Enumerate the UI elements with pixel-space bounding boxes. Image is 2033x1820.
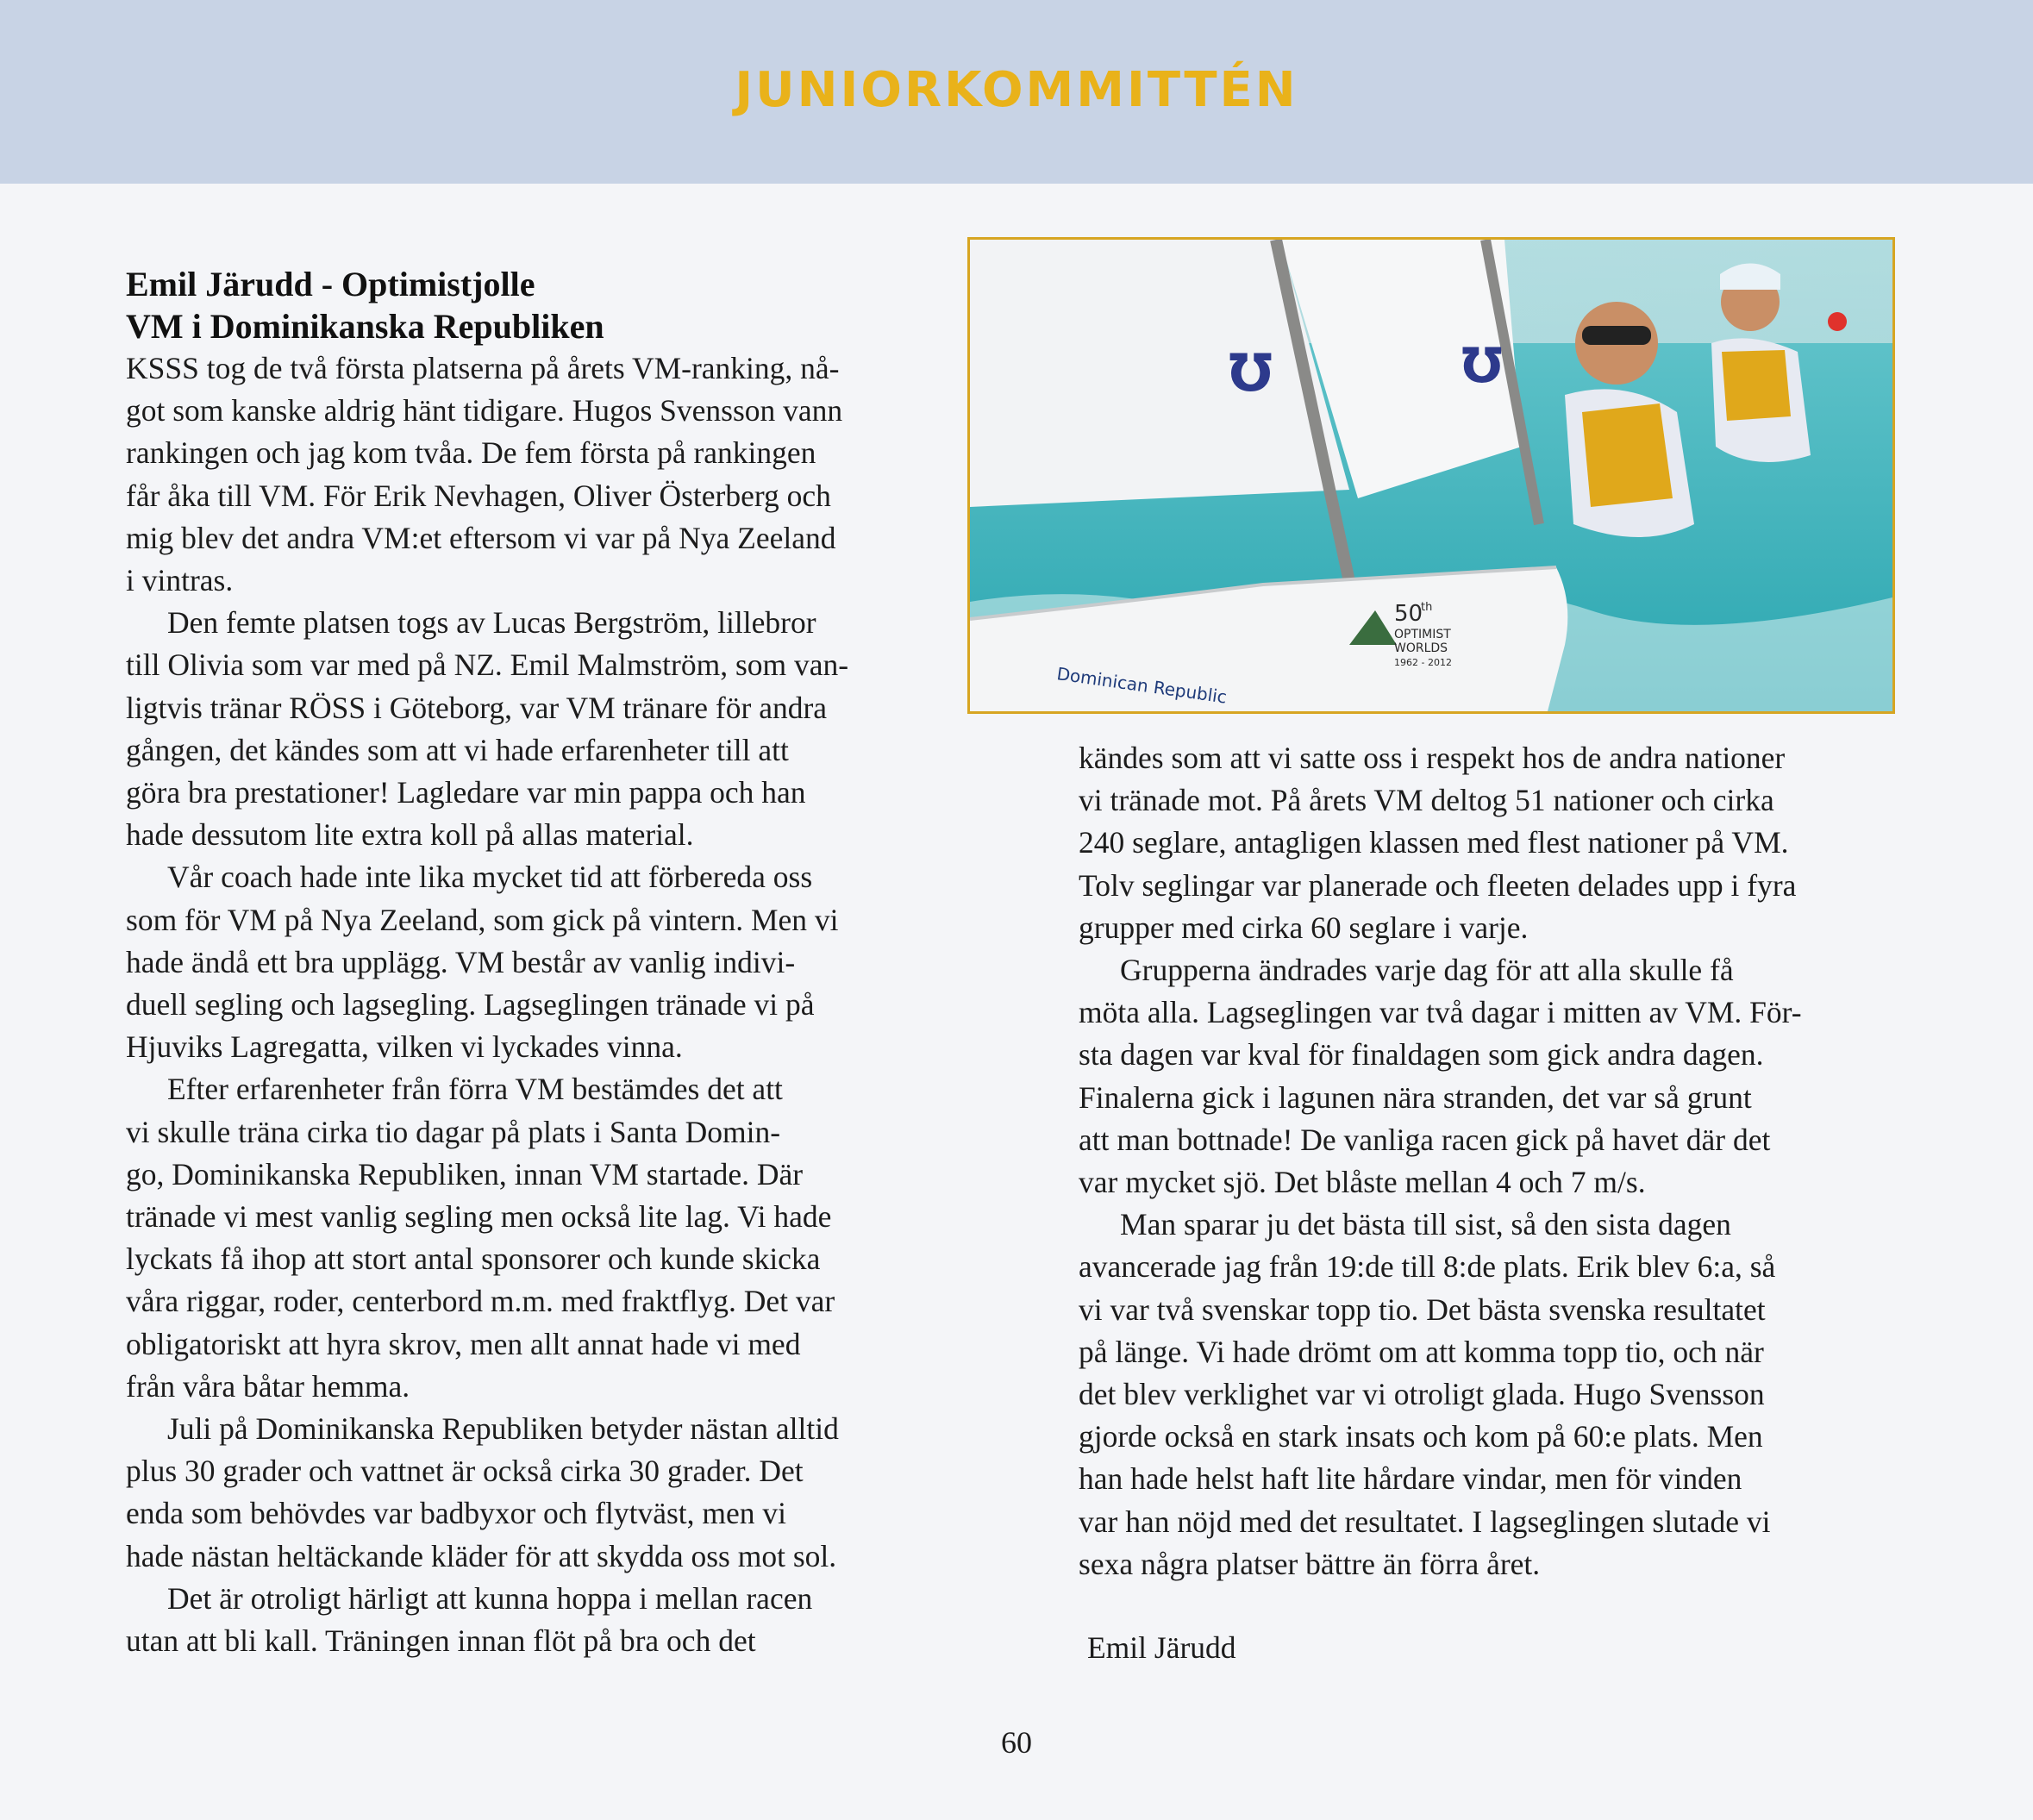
text-line: var han nöjd med det resultatet. I lagseglingen slutade vi: [1079, 1504, 1771, 1539]
text-line: Hjuviks Lagregatta, vilken vi lyckades vinna.: [126, 1029, 683, 1065]
text-line: göra bra prestationer! Lagledare var min pappa och han: [126, 775, 806, 810]
article-title-line-1: Emil Järudd - Optimistjolle: [126, 265, 535, 303]
svg-text:50: 50: [1394, 601, 1423, 627]
text-line: duell segling och lagsegling. Lagseglingen tränade vi på: [126, 987, 815, 1023]
article-title: [126, 263, 945, 347]
text-line: tränade vi mest vanlig segling men också lite lag. Vi hade: [126, 1199, 832, 1235]
text-line: mig blev det andra VM:et eftersom vi var på Nya Zeeland: [126, 520, 836, 555]
text-line: till Olivia som var med på NZ. Emil Malmström, som van-: [126, 647, 849, 683]
text-line: KSSS tog de två första platserna på årets VM-ranking, nå-: [126, 351, 840, 385]
text-line: hade dessutom lite extra koll på allas material.: [126, 817, 694, 853]
text-line: plus 30 grader och vattnet är också cirka 30 grader. Det: [126, 1454, 804, 1489]
sailor-front-sunglasses: [1582, 326, 1651, 345]
text-line: var mycket sjö. Det blåste mellan 4 och 7 m/s.: [1079, 1165, 1646, 1200]
paragraph: [126, 1068, 945, 1408]
text-line: Vår coach hade inte lika mycket tid att förbereda oss: [167, 860, 813, 895]
paragraph: [1079, 949, 1932, 1204]
text-line: på länge. Vi hade drömt om att komma topp tio, och när: [1079, 1334, 1764, 1369]
svg-text:OPTIMIST: OPTIMIST: [1394, 628, 1451, 641]
sailing-photo-illustration: [970, 240, 1892, 711]
text-line: hade ändå ett bra upplägg. VM består av vanlig indivi-: [126, 944, 796, 979]
hull-country-text: Dominican Republic: [1055, 663, 1229, 708]
left-column: [126, 263, 945, 1662]
sail-insignia-back: Ʊ: [1461, 338, 1503, 394]
text-line: sexa några platser bättre än förra året.: [1079, 1546, 1541, 1581]
text-line: grupper med cirka 60 seglare i varje.: [1079, 910, 1529, 945]
text-line: Juli på Dominikanska Republiken betyder nästan alltid: [167, 1411, 839, 1447]
text-line: Efter erfarenheter från förra VM bestämdes det att: [167, 1072, 783, 1107]
sailor-front-lifejacket: [1582, 403, 1673, 507]
svg-text:WORLDS: WORLDS: [1394, 641, 1448, 655]
text-line: i vintras.: [126, 563, 234, 598]
text-line: sta dagen var kval för finaldagen som gick andra dagen.: [1079, 1037, 1764, 1073]
sailing-photo: [967, 237, 1895, 714]
text-line: det blev verklighet var vi otroligt glada. Hugo Svensson: [1079, 1377, 1765, 1412]
paragraph: [1079, 1204, 1932, 1585]
section-title: JUNIORKOMMITTÉN: [735, 62, 1298, 118]
paragraph: [126, 1578, 945, 1662]
right-column: [1079, 737, 1932, 1669]
text-line: got som kanske aldrig hänt tidigare. Hugos Svensson vann: [126, 393, 843, 428]
article-title-line-2: VM i Dominikanska Republiken: [126, 307, 604, 346]
text-line: Det är otroligt härligt att kunna hoppa i mellan racen: [167, 1580, 813, 1616]
text-line: Finalerna gick i lagunen nära stranden, det var så grunt: [1079, 1079, 1752, 1115]
text-line: go, Dominikanska Republiken, innan VM startade. Där: [126, 1156, 804, 1191]
paragraph: [126, 1408, 945, 1578]
text-line: vi var två svenskar topp tio. Det bästa svenska resultatet: [1079, 1292, 1766, 1327]
text-line: våra riggar, roder, centerbord m.m. med fraktflyg. Det var: [126, 1284, 835, 1319]
text-line: lyckats få ihop att stort antal sponsorer och kunde skicka: [126, 1241, 821, 1277]
signature: [1079, 1627, 1932, 1669]
text-line: utan att bli kall. Träningen innan flöt på bra och det: [126, 1623, 756, 1659]
text-line: från våra båtar hemma.: [126, 1368, 410, 1404]
left-column-body: [126, 347, 945, 1662]
text-line: möta alla. Lagseglingen var två dagar i mitten av VM. För-: [1079, 995, 1802, 1030]
text-line: vi skulle träna cirka tio dagar på plats i Santa Domin-: [126, 1114, 781, 1149]
text-line: kändes som att vi satte oss i respekt hos de andra nationer: [1079, 741, 1786, 775]
text-line: ligtvis tränar RÖSS i Göteborg, var VM tränare för andra: [126, 690, 828, 725]
paragraph: [126, 856, 945, 1068]
text-line: enda som behövdes var badbyxor och flytväst, men vi: [126, 1496, 787, 1531]
sail-insignia-front: Ʊ: [1229, 343, 1273, 403]
text-line: att man bottnade! De vanliga racen gick på havet där det: [1079, 1122, 1771, 1157]
sailor-back-lifejacket: [1722, 350, 1791, 421]
text-line: rankingen och jag kom tvåa. De fem första på rankingen: [126, 435, 816, 471]
text-line: som för VM på Nya Zeeland, som gick på vintern. Men vi: [126, 902, 839, 937]
svg-text:1962 - 2012: 1962 - 2012: [1394, 657, 1452, 668]
text-line: gången, det kändes som att vi hade erfarenheter till att: [126, 732, 789, 767]
page-number: 60: [1001, 1725, 1032, 1760]
paragraph: [126, 347, 945, 602]
text-line: Tolv seglingar var planerade och fleeten delades upp i fyra: [1079, 867, 1797, 903]
right-column-body: [1079, 737, 1932, 1585]
text-line: Den femte platsen togs av Lucas Bergström, lillebror: [167, 605, 816, 641]
signature-text: Emil Järudd: [1087, 1630, 1236, 1666]
text-line: obligatoriskt att hyra skrov, men allt annat hade vi med: [126, 1326, 801, 1361]
text-line: vi tränade mot. På årets VM deltog 51 nationer och cirka: [1079, 783, 1774, 818]
svg-text:th: th: [1421, 601, 1433, 614]
text-line: Man sparar ju det bästa till sist, så den sista dagen: [1120, 1207, 1731, 1242]
text-line: 240 seglare, antagligen klassen med flest nationer på VM.: [1079, 825, 1789, 860]
text-line: Grupperna ändrades varje dag för att alla skulle få: [1120, 953, 1734, 988]
race-buoy: [1828, 312, 1847, 331]
text-line: får åka till VM. För Erik Nevhagen, Oliver Österberg och: [126, 478, 831, 513]
text-line: gjorde också en stark insats och kom på 60:e plats. Men: [1079, 1419, 1763, 1454]
text-line: han hade helst haft lite hårdare vindar, men för vinden: [1079, 1461, 1742, 1497]
text-line: avancerade jag från 19:de till 8:de plats. Erik blev 6:a, så: [1079, 1249, 1776, 1285]
text-line: hade nästan heltäckande kläder för att skydda oss mot sol.: [126, 1538, 837, 1573]
paragraph: [1079, 737, 1932, 949]
paragraph: [126, 602, 945, 856]
